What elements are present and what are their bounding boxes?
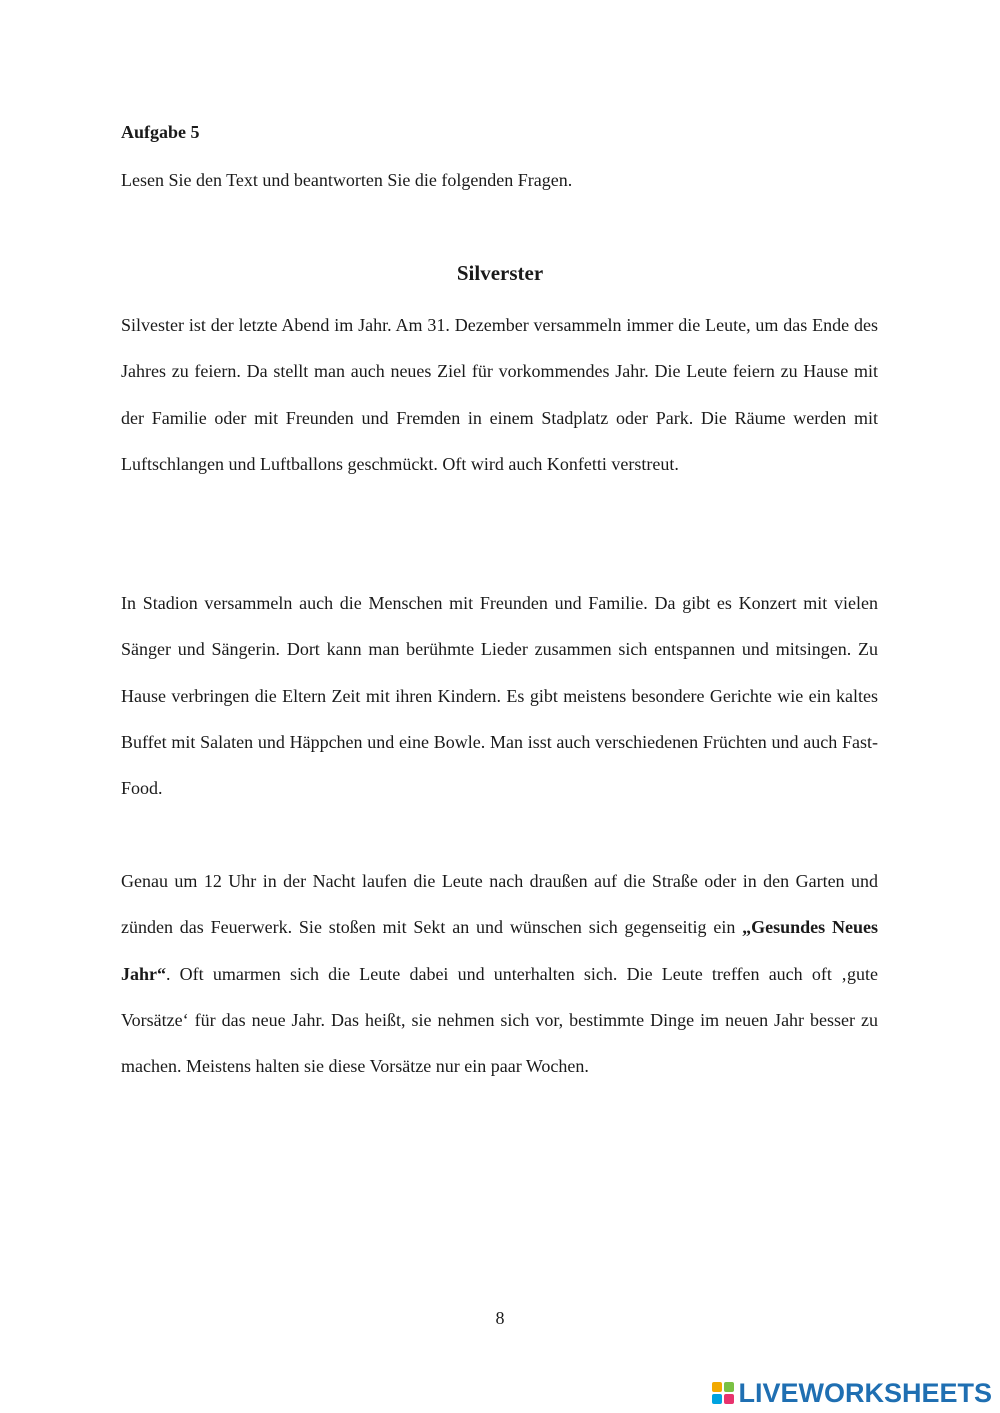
brand-text: LIVEWORKSHEETS <box>738 1378 992 1408</box>
document-title: Silverster <box>456 261 544 285</box>
greeting-phrase: „Gesundes Neues Jahr“ <box>121 917 879 984</box>
paragraph-2: In Stadion versammeln auch die Menschen mit Freunden und Familie. Da gibt es Konzert mit vielen Sänger und Sängerin. Dort kann man berühmte Lieder zusammen sich entspannen und mitsingen. Zu Hause verbringen die Eltern Zeit mit ihren Kindern. Es gibt meistens besondere Gerichte wie ein kaltes Buffet mit Salaten und Häppchen und eine Bowle. Man isst auch verschiedenen Früchten und auch Fast-Food. <box>121 593 878 799</box>
liveworksheets-brand[interactable] <box>712 1378 992 1408</box>
liveworksheets-logo-icon <box>712 1382 734 1404</box>
paragraph-1: Silvester ist der letzte Abend im Jahr. Am 31. Dezember versammeln immer die Leute, um das Ende des Jahres zu feiern. Da stellt man auch neues Ziel für vorkommendes Jahr. Die Leute feiern zu Hause mit der Familie oder mit Freunden und Fremden in einem Stadplatz oder Park. Die Räume werden mit Luftschlangen und Luftballons geschmückt. Oft wird auch Konfetti verstreut. <box>121 315 878 474</box>
page-number: 8 <box>495 1308 505 1328</box>
paragraph-3-text-after: . Oft umarmen sich die Leute dabei und unterhalten sich. Die Leute treffen auch oft ‚gute Vorsätze‘ für das neue Jahr. Das heißt, sie nehmen sich vor, bestimmte Dinge im neuen Jahr besser zu machen. Meistens halten sie diese Vorsätze nur ein paar Wochen. <box>121 963 878 1077</box>
task-instruction: Lesen Sie den Text und beantworten Sie die folgenden Fragen. <box>121 170 573 190</box>
task-title: Aufgabe 5 <box>121 122 200 142</box>
paragraph-3 <box>121 858 878 1089</box>
paragraph-3-text-before: Genau um 12 Uhr in der Nacht laufen die Leute nach draußen auf die Straße oder in den Garten und zünden das Feuerwerk. Sie stoßen mit Sekt an und wünschen sich gegenseitig ein <box>121 871 878 938</box>
